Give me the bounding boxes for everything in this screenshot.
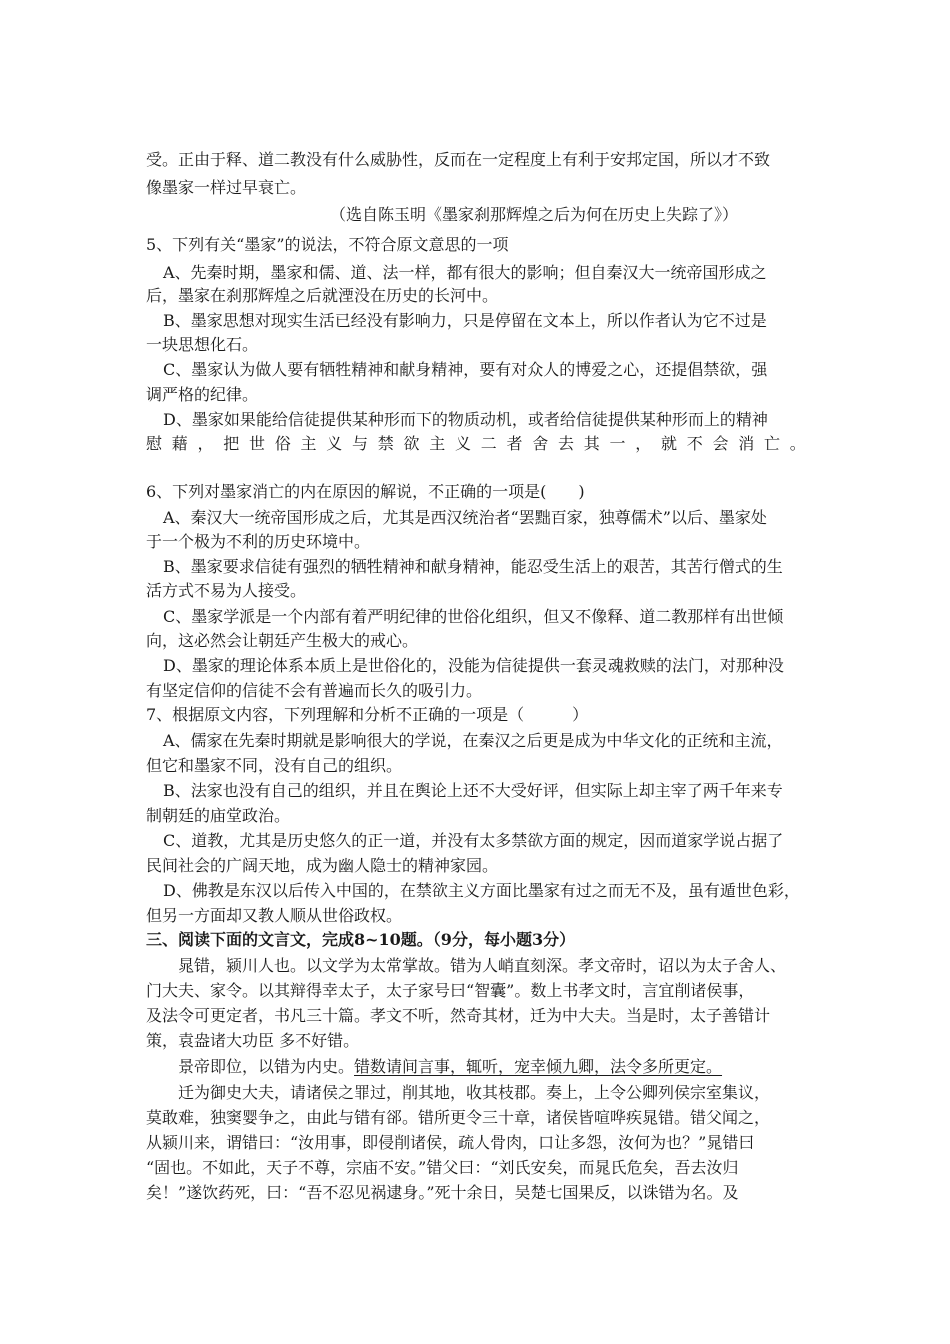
- q5-option-a-cont: 后，墨家在刹那辉煌之后就湮没在历史的长河中。: [146, 286, 499, 305]
- q5-option-b-cont: 一块思想化石。: [146, 335, 259, 354]
- source-citation: （选自陈玉明《墨家刹那辉煌之后为何在历史上失踪了》）: [330, 205, 739, 224]
- classical-text-line: 及法令可更定者，书凡三十篇。孝文不听，然奇其材，迁为中大夫。当是时，太子善错计: [146, 1006, 771, 1025]
- classical-text-line: 矣！”遂饮药死，曰：“吾不忍见祸逮身。”死十余日，吴楚七国果反，以诛错为名。及: [146, 1183, 739, 1202]
- q6-option-b-cont: 活方式不易为人接受。: [146, 581, 307, 600]
- q7-option-b: B、法家也没有自己的组织，并且在舆论上还不大受好评，但实际上却主宰了两千年来专: [163, 781, 783, 800]
- q5-option-b: B、墨家思想对现实生活已经没有影响力，只是停留在文本上，所以作者认为它不过是: [163, 311, 767, 330]
- p2-prefix: 景帝即位，以错为内史。: [178, 1057, 355, 1076]
- q6-option-a-cont: 于一个极为不利的历史环境中。: [146, 532, 371, 551]
- q5-option-c: C、墨家认为做人要有牺牲精神和献身精神，要有对众人的博爱之心，还提倡禁欲，强: [163, 360, 768, 379]
- classical-text-line: [178, 1056, 722, 1078]
- q7-option-d-cont: 但另一方面却又教人顺从世俗政权。: [146, 906, 403, 925]
- classical-text-line: 从颍川来，谓错曰：“汝用事，即侵削诸侯，疏人骨肉，口让多怨，汝何为也？”晁错曰: [146, 1133, 755, 1152]
- q6-option-c: C、墨家学派是一个内部有着严明纪律的世俗化组织，但又不像释、道二教那样有出世倾: [163, 607, 784, 626]
- question-6-stem: 6、下列对墨家消亡的内在原因的解说，不正确的一项是( ): [146, 482, 585, 501]
- q7-option-a-cont: 但它和墨家不同，没有自己的组织。: [146, 756, 403, 775]
- q5-option-d-cont: 慰 藉 ， 把 世 俗 主 义 与 禁 欲 主 义 二 者 舍 去 其 一 ， 就 不 会 消 亡 。: [146, 434, 806, 453]
- q7-option-b-cont: 制朝廷的庙堂政治。: [146, 806, 291, 825]
- classical-text-line: 晁错，颍川人也。以文学为太常掌故。错为人峭直刻深。孝文帝时，诏以为太子舍人、: [178, 956, 787, 975]
- question-7-stem: 7、根据原文内容，下列理解和分析不正确的一项是（ ）: [146, 705, 589, 724]
- q7-option-a: A、儒家在先秦时期就是影响很大的学说，在秦汉之后更是成为中华文化的正统和主流，: [163, 731, 783, 750]
- q6-option-d-cont: 有坚定信仰的信徒不会有普遍而长久的吸引力。: [146, 681, 483, 700]
- q6-option-c-cont: 向，这必然会让朝廷产生极大的戒心。: [146, 631, 419, 650]
- classical-text-line: 门大夫、家令。以其辩得幸太子，太子家号曰“智囊”。数上书孝文时，言宜削诸侯事，: [146, 981, 755, 1000]
- q5-option-a: A、先秦时期，墨家和儒、道、法一样，都有很大的影响；但自秦汉大一统帝国形成之: [163, 263, 767, 282]
- classical-text-line: 策，袁盎诸大功臣 多不好错。: [146, 1031, 360, 1050]
- passage-line: 像墨家一样过早衰亡。: [146, 178, 307, 197]
- q7-option-c-cont: 民间社会的广阔天地，成为幽人隐士的精神家园。: [146, 856, 499, 875]
- q6-option-b: B、墨家要求信徒有强烈的牺牲精神和献身精神，能忍受生活上的艰苦，其苦行僧式的生: [163, 557, 783, 576]
- q6-option-d: D、墨家的理论体系本质上是世俗化的，没能为信徒提供一套灵魂救赎的法门，对那种没: [163, 656, 784, 675]
- section-3-heading: 三、阅读下面的文言文，完成8~10题。（9分，每小题3分）: [146, 930, 576, 949]
- q6-option-a: A、秦汉大一统帝国形成之后，尤其是西汉统治者“罢黜百家，独尊儒术”以后、墨家处: [163, 508, 767, 527]
- classical-text-line: “固也。不如此，天子不尊，宗庙不安。”错父曰：“刘氏安矣，而晁氏危矣，吾去汝归: [146, 1158, 739, 1177]
- q7-option-d: D、佛教是东汉以后传入中国的，在禁欲主义方面比墨家有过之而无不及，虽有遁世色彩，: [163, 881, 800, 900]
- classical-text-line: 迁为御史大夫，请诸侯之罪过，削其地，收其枝郡。奏上，上令公卿列侯宗室集议，: [178, 1083, 771, 1102]
- q5-option-c-cont: 调严格的纪律。: [146, 385, 259, 404]
- underlined-sentence: 错数请间言事，辄听，宠幸倾九卿，法令多所更定。: [354, 1057, 723, 1076]
- q5-option-d: D、墨家如果能给信徒提供某种形而下的物质动机，或者给信徒提供某种形而上的精神: [163, 410, 768, 429]
- classical-text-line: 莫敢难，独窦婴争之，由此与错有郤。错所更令三十章，诸侯皆喧哗疾晁错。错父闻之，: [146, 1108, 771, 1127]
- q7-option-c: C、道教，尤其是历史悠久的正一道，并没有太多禁欲方面的规定，因而道家学说占据了: [163, 831, 784, 850]
- passage-line: 受。正由于释、道二教没有什么威胁性，反而在一定程度上有利于安邦定国，所以才不致: [146, 150, 771, 169]
- question-5-stem: 5、下列有关“墨家”的说法，不符合原文意思的一项: [146, 235, 509, 254]
